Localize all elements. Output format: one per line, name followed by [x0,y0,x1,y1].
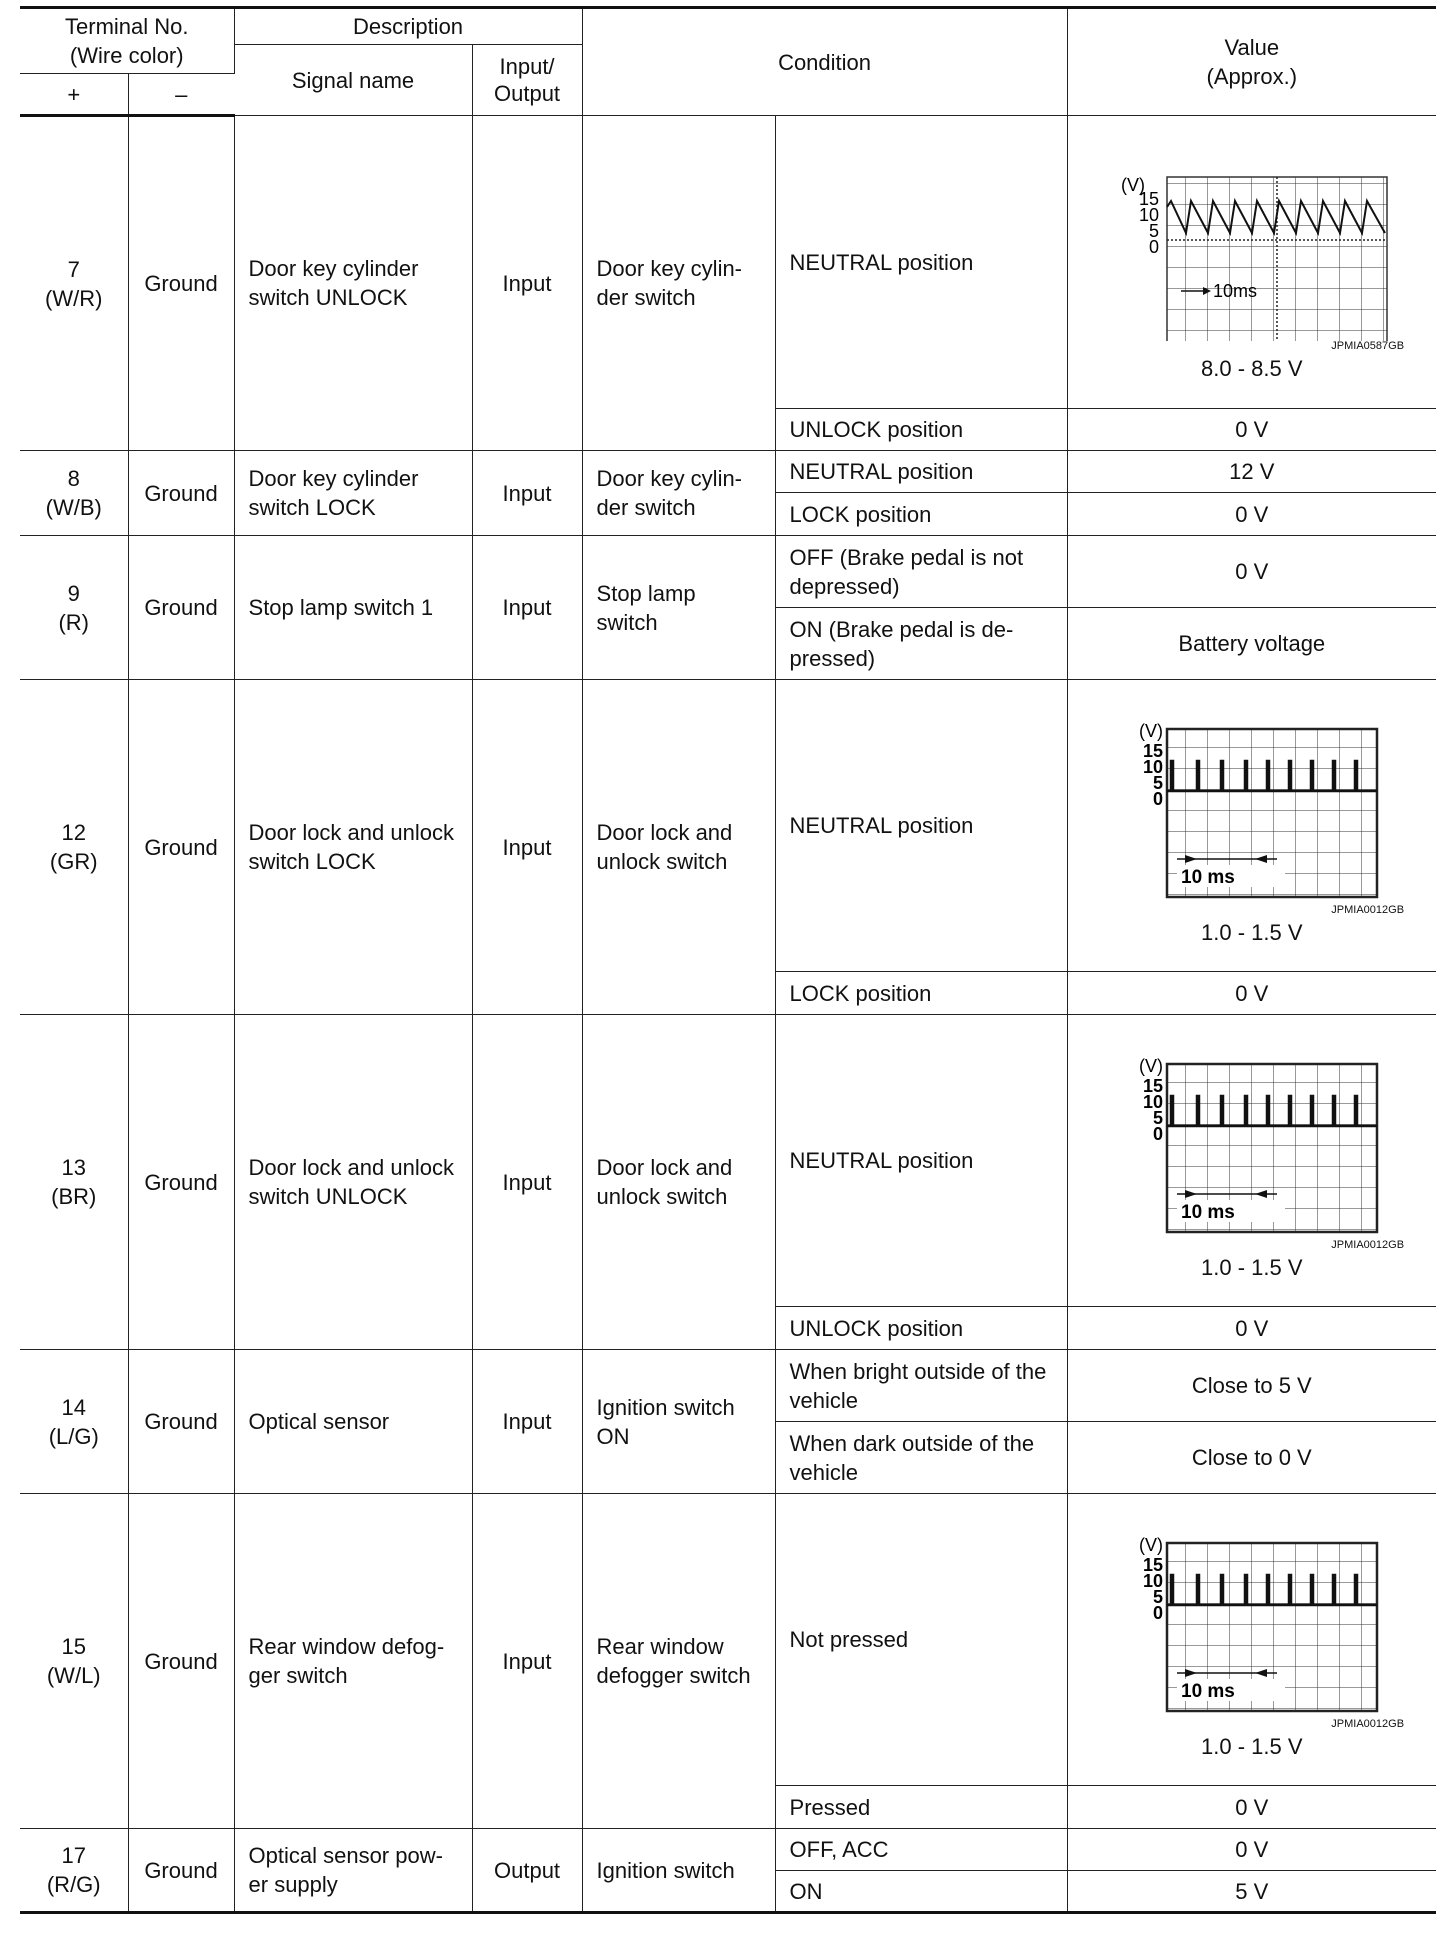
io-cell: Input [472,1015,582,1350]
condition-cell: Door lock and unlock switch [582,1015,775,1350]
waveform-value-cell [1067,1494,1436,1786]
terminal-cell: 17 (R/G) [20,1829,128,1913]
waveform-plot [1097,1519,1407,1719]
terminal-cell: 13 (BR) [20,1015,128,1350]
tick-label: 15 [1138,189,1159,209]
condition-cell: Door lock and unlock switch [582,680,775,1015]
tick-label: 15 [1142,740,1163,761]
terminal-cell: 8 (W/B) [20,451,128,536]
image-code: JPMIA0012GB [1331,903,1405,916]
value-cell: Close to 5 V [1067,1350,1436,1422]
state-cell: LOCK position [775,493,1067,536]
time-scale-label: 10 ms [1180,1201,1235,1223]
signal-name-cell: Optical sensor pow- er supply [234,1829,472,1913]
state-cell: OFF, ACC [775,1829,1067,1871]
condition-cell: Rear window defogger switch [582,1494,775,1829]
terminal-cell: 14 (L/G) [20,1350,128,1494]
value-cell: 0 V [1067,1307,1436,1350]
value-cell: 0 V [1067,493,1436,536]
terminal-cell: 9 (R) [20,536,128,680]
tick-label: 5 [1148,221,1159,241]
ground-cell: Ground [128,680,234,1015]
tick-label: 10 [1142,1570,1163,1591]
signal-name-cell: Door key cylinder switch UNLOCK [234,116,472,451]
signal-name-cell: Door lock and unlock switch LOCK [234,680,472,1015]
time-scale-label: 10 ms [1180,1680,1235,1702]
condition-cell: Door key cylin- der switch [582,116,775,451]
unit-label: (V) [1138,1055,1163,1076]
value-cell: Battery voltage [1067,608,1436,680]
value-text: 1.0 - 1.5 V [1201,919,1303,945]
signal-name-cell: Door lock and unlock switch UNLOCK [234,1015,472,1350]
value-cell: 0 V [1067,972,1436,1015]
value-cell: Close to 0 V [1067,1422,1436,1494]
state-cell: UNLOCK position [775,409,1067,451]
waveform-value-cell [1067,1015,1436,1307]
tick-label: 0 [1148,237,1159,257]
tick-label: 15 [1142,1075,1163,1096]
terminal-cell: 15 (W/L) [20,1494,128,1829]
state-cell: NEUTRAL position [775,680,1067,972]
unit-label: (V) [1120,175,1145,195]
time-scale-label: 10ms [1212,281,1257,301]
plus-header: + [20,74,128,116]
ground-cell: Ground [128,1350,234,1494]
waveform-plot [1097,705,1407,905]
state-cell: NEUTRAL position [775,116,1067,409]
io-cell: Input [472,116,582,451]
tick-label: 10 [1142,756,1163,777]
condition-header: Condition [582,8,1067,116]
condition-cell: Ignition switch ON [582,1350,775,1494]
description-header: Description [234,8,582,45]
waveform-plot [1097,1040,1407,1240]
value-cell: 12 V [1067,451,1436,493]
waveform-value-cell [1067,116,1436,409]
condition-cell: Ignition switch [582,1829,775,1913]
tick-label: 5 [1152,1107,1163,1128]
tick-label: 0 [1152,1123,1163,1144]
value-text: 1.0 - 1.5 V [1201,1733,1303,1759]
terminal-no-header: Terminal No. (Wire color) [20,8,234,74]
state-cell: Not pressed [775,1494,1067,1786]
tick-label: 5 [1152,772,1163,793]
terminal-spec-table [20,6,1436,1914]
ground-cell: Ground [128,1494,234,1829]
input-output-header: Input/ Output [472,45,582,116]
value-header: Value (Approx.) [1067,8,1436,116]
signal-name-cell: Optical sensor [234,1350,472,1494]
time-scale-label: 10 ms [1180,866,1235,888]
tick-label: 0 [1152,788,1163,809]
state-cell: ON (Brake pedal is de- pressed) [775,608,1067,680]
tick-label: 5 [1152,1586,1163,1607]
condition-cell: Stop lamp switch [582,536,775,680]
minus-header: – [128,74,234,116]
value-cell: 5 V [1067,1871,1436,1913]
terminal-cell: 12 (GR) [20,680,128,1015]
ground-cell: Ground [128,1829,234,1913]
io-cell: Input [472,451,582,536]
terminal-cell: 7 (W/R) [20,116,128,451]
ground-cell: Ground [128,1015,234,1350]
signal-name-cell: Stop lamp switch 1 [234,536,472,680]
state-cell: Pressed [775,1786,1067,1829]
state-cell: NEUTRAL position [775,1015,1067,1307]
image-code: JPMIA0012GB [1331,1717,1405,1730]
state-cell: OFF (Brake pedal is not depressed) [775,536,1067,608]
waveform-plot [1097,141,1407,341]
value-cell: 0 V [1067,1829,1436,1871]
value-cell: 0 V [1067,409,1436,451]
io-cell: Input [472,536,582,680]
io-cell: Output [472,1829,582,1913]
value-cell: 0 V [1067,536,1436,608]
tick-label: 0 [1152,1602,1163,1623]
state-cell: UNLOCK position [775,1307,1067,1350]
state-cell: When bright outside of the vehicle [775,1350,1067,1422]
ground-cell: Ground [128,116,234,451]
value-text: 1.0 - 1.5 V [1201,1254,1303,1280]
image-code: JPMIA0012GB [1331,1238,1405,1251]
io-cell: Input [472,680,582,1015]
condition-cell: Door key cylin- der switch [582,451,775,536]
ground-cell: Ground [128,536,234,680]
waveform-value-cell [1067,680,1436,972]
ground-cell: Ground [128,451,234,536]
image-code: JPMIA0587GB [1331,340,1405,352]
state-cell: When dark outside of the vehicle [775,1422,1067,1494]
tick-label: 10 [1142,1091,1163,1112]
state-cell: LOCK position [775,972,1067,1015]
unit-label: (V) [1138,1534,1163,1555]
state-cell: ON [775,1871,1067,1913]
signal-name-cell: Door key cylinder switch LOCK [234,451,472,536]
unit-label: (V) [1138,720,1163,741]
value-text: 8.0 - 8.5 V [1201,356,1303,381]
state-cell: NEUTRAL position [775,451,1067,493]
signal-name-cell: Rear window defog- ger switch [234,1494,472,1829]
value-cell: 0 V [1067,1786,1436,1829]
tick-label: 10 [1138,205,1159,225]
signal-name-header: Signal name [234,45,472,116]
io-cell: Input [472,1494,582,1829]
tick-label: 15 [1142,1554,1163,1575]
io-cell: Input [472,1350,582,1494]
